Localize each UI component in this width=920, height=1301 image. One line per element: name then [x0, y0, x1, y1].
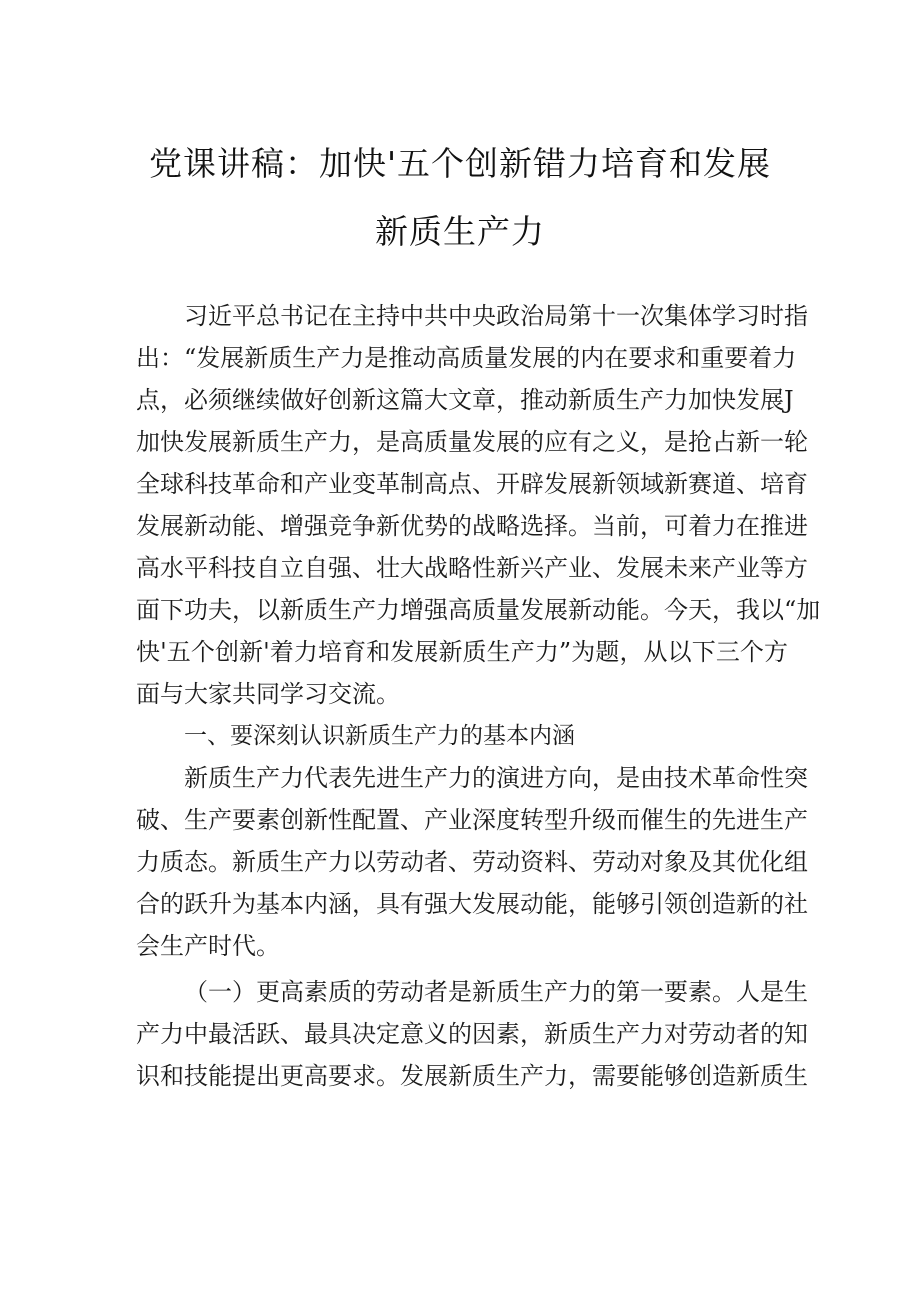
- paragraph-line: 出：“发展新质生产力是推动高质量发展的内在要求和重要着力: [136, 344, 797, 372]
- document-title-line-1: 党课讲稿：加快'五个创新错力培育和发展: [148, 144, 772, 183]
- paragraph-line: 面与大家共同学习交流。: [136, 680, 400, 708]
- section-heading: 一、要深刻认识新质生产力的基本内涵: [184, 723, 575, 749]
- paragraph-line: 点，必须继续做好创新这篇大文章，推动新质生产力加快发展J: [136, 386, 794, 414]
- paragraph-line: 面下功夫，以新质生产力增强高质量发展新动能。今天，我以“加: [136, 596, 821, 624]
- paragraph-line: 发展新动能、增强竞争新优势的战略选择。当前，可着力在推进: [136, 512, 808, 540]
- paragraph-line: 全球科技革命和产业变革制高点、开辟发展新领域新赛道、培育: [136, 470, 808, 498]
- paragraph-line: 新质生产力代表先进生产力的演进方向，是由技术革命性突: [184, 764, 808, 792]
- paragraph-line: 加快发展新质生产力，是高质量发展的应有之义，是抢占新一轮: [136, 428, 808, 456]
- paragraph-line: （一）更高素质的劳动者是新质生产力的第一要素。人是生: [184, 978, 808, 1006]
- paragraph-line: 快'五个创新'着力培育和发展新质生产力”为题，从以下三个方: [136, 638, 788, 666]
- paragraph-line: 高水平科技自立自强、壮大战略性新兴产业、发展未来产业等方: [136, 554, 808, 582]
- paragraph-line: 力质态。新质生产力以劳动者、劳动资料、劳动对象及其优化组: [136, 848, 808, 876]
- paragraph-line: 习近平总书记在主持中共中央政治局第十一次集体学习时指: [184, 302, 808, 330]
- document-title-line-2: 新质生产力: [375, 212, 545, 251]
- paragraph-line: 破、生产要素创新性配置、产业深度转型升级而催生的先进生产: [136, 806, 808, 834]
- paragraph-line: 识和技能提出更高要求。发展新质生产力，需要能够创造新质生: [136, 1062, 808, 1090]
- paragraph-line: 合的跃升为基本内涵，具有强大发展动能，能够引领创造新的社: [136, 890, 808, 918]
- paragraph-line: 产力中最活跃、最具决定意义的因素，新质生产力对劳动者的知: [136, 1020, 808, 1048]
- paragraph-line: 会生产时代。: [136, 932, 280, 960]
